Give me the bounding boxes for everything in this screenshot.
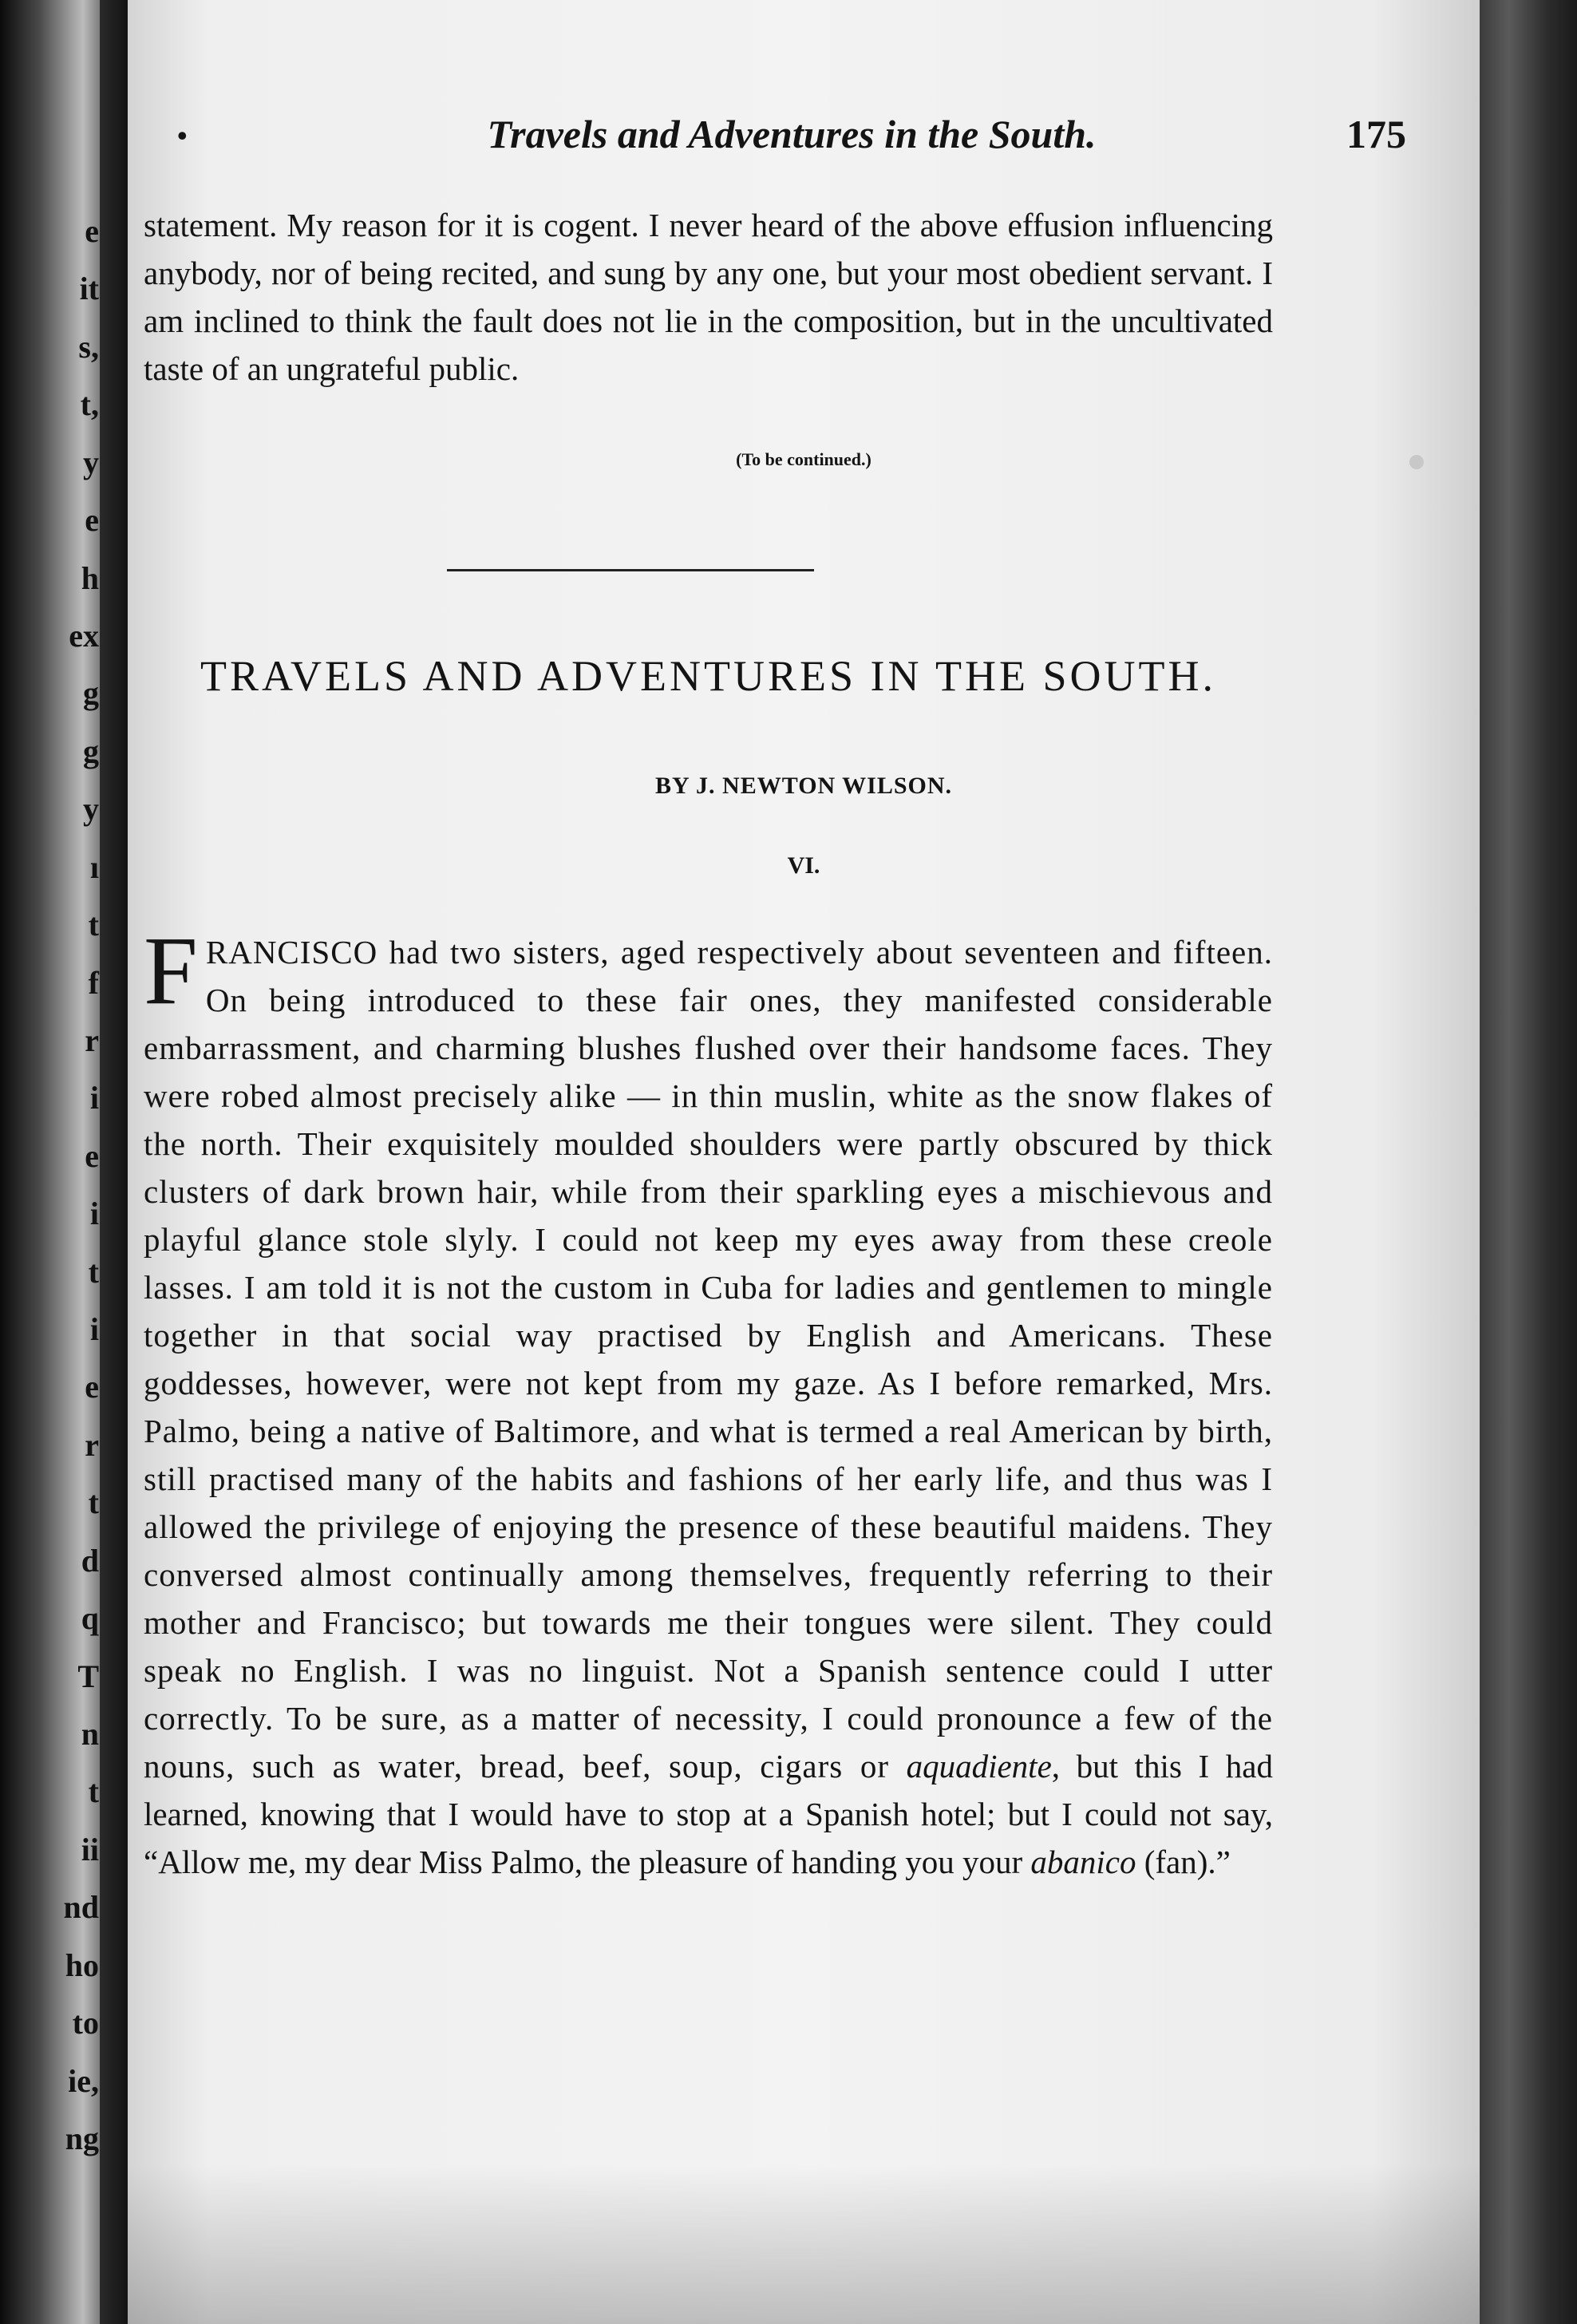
drop-cap: F — [144, 917, 198, 1025]
previous-article-text: statement. My reason for it is cogent. I never heard of the above effusion influencing anybody, nor of being recited, and sung by any one, but your most obedient servant. I am inclined to think the fault does not lie in the composition, but in the uncultivated taste of an ungrateful public. — [144, 207, 1273, 387]
running-title: Travels and Adventures in the South. — [487, 112, 1097, 156]
adjacent-page-letter-fragment: ii — [81, 1832, 99, 1868]
adjacent-page-letter-fragment: r — [85, 1022, 99, 1058]
adjacent-page-letter-fragment: f — [88, 965, 99, 1001]
book-page — [128, 0, 1480, 2324]
adjacent-page-letter-fragment: ı — [89, 849, 99, 885]
adjacent-page-letter-fragment: n — [81, 1716, 99, 1752]
article-byline: BY J. NEWTON WILSON. — [654, 773, 953, 799]
adjacent-page-letter-fragment: nd — [63, 1889, 99, 1925]
adjacent-page-letter-fragment: e — [85, 1138, 99, 1174]
page-speck — [1409, 455, 1424, 469]
adjacent-page-letter-fragment: t — [88, 1484, 99, 1520]
adjacent-page-letter-fragment: t — [88, 1254, 99, 1290]
adjacent-page-letter-fragment: t — [88, 907, 99, 943]
italic-word-abanico: abanico — [1030, 1844, 1136, 1880]
scanner-board-edge — [1480, 0, 1577, 2324]
adjacent-page-letter-fragment: s, — [78, 329, 99, 365]
article-title: TRAVELS AND ADVENTURES IN THE SOUTH. — [200, 652, 1217, 700]
adjacent-page-letter-fragment: i — [89, 1196, 99, 1231]
adjacent-page-letter-fragment: i — [89, 1311, 99, 1347]
adjacent-page-letter-fragment: g — [83, 733, 99, 769]
adjacent-page-letter-fragment: y — [83, 791, 99, 827]
running-header — [168, 108, 1416, 164]
adjacent-page-letter-fragment: T — [77, 1658, 99, 1694]
adjacent-page-letter-fragment: e — [85, 213, 99, 249]
adjacent-page-letter-fragment: i — [89, 1080, 99, 1116]
page-number: 175 — [1346, 112, 1406, 156]
to-be-continued-note: (To be continued.) — [736, 449, 872, 469]
book-gutter — [100, 0, 132, 2324]
previous-article-ending — [144, 201, 1273, 393]
header-bullet: • — [177, 120, 188, 152]
adjacent-page-letter-fragment: ie, — [68, 2063, 99, 2099]
adjacent-page-letter-fragment: t, — [80, 386, 99, 422]
body-text-middle: , but this I had learned, knowing that I would have to stop at a Spanish hotel; but I could not say, “Allow me, my dear Miss Palmo, the pleasure of handing you your — [144, 1748, 1273, 1880]
adjacent-page-letter-fragment: ng — [65, 2120, 99, 2156]
adjacent-page-letter-fragment: to — [72, 2005, 99, 2041]
chapter-number: VI. — [787, 852, 820, 879]
adjacent-page-letter-fragment: e — [85, 1369, 99, 1405]
adjacent-page-letter-fragment: t — [88, 1773, 99, 1809]
adjacent-page-letter-fragment: ho — [65, 1947, 99, 1983]
adjacent-page-letter-fragment: y — [83, 445, 99, 480]
adjacent-page-letter-fragment: it — [79, 271, 99, 306]
section-divider — [447, 569, 814, 571]
body-text-start: RANCISCO had two sisters, aged respectively about seventeen and fifteen. On being introduced to these fair ones, they manifested considerable embarrassment, and charming blushes flushed over their handsome faces. They were robed almost precisely alike — in thin muslin, white as the snow flakes of the north. Their exquisitely moulded shoulders were partly obscured by thick clusters of dark brown hair, while from their sparkling eyes a mischievous and playful glance stole slyly. I could not keep my eyes away from these creole lasses. I am told it is not the custom in Cuba for ladies and gentlemen to mingle together in that social way practised by English and Americans. These goddesses, however, were not kept from my gaze. As I before remarked, Mrs. Palmo, being a native of Baltimore, and what is termed a real American by birth, still practised many of the habits and fashions of her early life, and thus was I allowed the privilege of enjoying the presence of these beautiful maidens. They conversed almost continually among themselves, frequently referring to their mother and Francisco; but towards me their tongues were silent. They could speak no English. I was no linguist. Not a Spanish sentence could I utter correctly. To be sure, as a matter of necessity, I could pronounce a few of the nouns, such as water, bread, beef, soup, cigars or — [144, 934, 1273, 1785]
adjacent-page-letter-fragment: r — [85, 1427, 99, 1463]
adjacent-page-letter-fragment: g — [83, 675, 99, 711]
adjacent-page-letter-fragment: e — [85, 502, 99, 538]
article-body — [144, 917, 1273, 1886]
italic-word-aquadiente: aquadiente — [906, 1748, 1052, 1785]
body-text-end: (fan).” — [1136, 1844, 1231, 1880]
adjacent-page-letter-fragment: h — [81, 560, 99, 596]
adjacent-page-letter-fragment: q — [81, 1600, 99, 1636]
adjacent-page-letter-fragment: ex — [69, 618, 99, 654]
body-paragraph — [144, 917, 1273, 1886]
adjacent-page-letter-fragment: d — [81, 1543, 99, 1579]
adjacent-page-edge — [0, 0, 104, 2324]
